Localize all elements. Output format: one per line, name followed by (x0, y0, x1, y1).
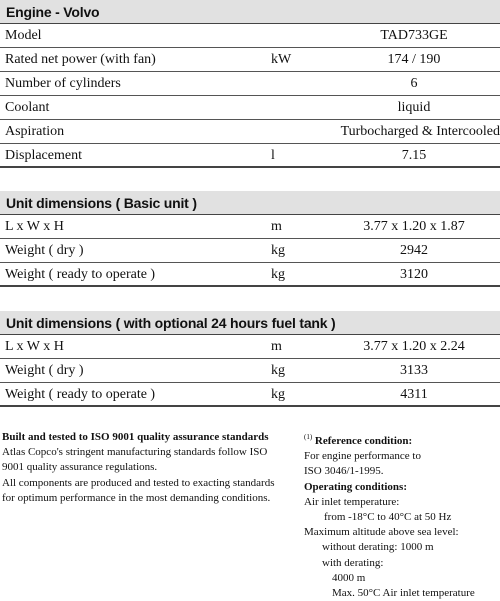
row-value: Turbocharged & Intercooled (340, 124, 500, 139)
with-derating: with derating: (322, 556, 384, 569)
operating-heading: Operating conditions: (304, 480, 407, 493)
table-row (0, 96, 500, 120)
row-unit: kg (271, 243, 285, 258)
optional-tank-section (0, 311, 500, 407)
reference-line: For engine performance to (304, 450, 421, 463)
row-value: 3.77 x 1.20 x 1.87 (363, 219, 465, 234)
table-row (0, 72, 500, 96)
air-inlet-value: from -18°C to 40°C at 50 Hz (324, 511, 452, 524)
table-row (0, 383, 500, 407)
basic-unit-section-title: Unit dimensions ( Basic unit ) (0, 191, 500, 215)
row-label: Rated net power (with fan) (5, 52, 156, 67)
air-inlet-label: Air inlet temperature: (304, 495, 400, 508)
table-row (0, 48, 500, 72)
row-value: 3133 (400, 363, 428, 378)
reference-heading: Reference condition: (314, 435, 413, 447)
footnote-marker: (1) (304, 433, 313, 441)
row-value: 4311 (400, 387, 428, 402)
row-label: L x W x H (5, 339, 64, 354)
table-row (0, 359, 500, 383)
row-label: Number of cylinders (5, 76, 121, 91)
row-value: liquid (397, 100, 431, 115)
table-row (0, 335, 500, 359)
row-value: 7.15 (401, 148, 427, 163)
row-value: 174 / 190 (387, 52, 441, 67)
row-value: 3.77 x 1.20 x 2.24 (363, 339, 465, 354)
quality-heading: Built and tested to ISO 9001 quality assurance standards (2, 431, 269, 443)
row-label: Coolant (5, 100, 50, 115)
engine-section (0, 0, 500, 168)
quality-line: Atlas Copco's stringent manufacturing standards follow ISO (2, 446, 268, 459)
quality-line: 9001 quality assurance regulations. (2, 461, 158, 474)
row-label: Weight ( ready to operate ) (5, 387, 156, 402)
row-label: Weight ( ready to operate ) (5, 267, 156, 282)
quality-standards-note (2, 430, 274, 506)
row-unit: kW (271, 52, 292, 67)
without-derating: without derating: 1000 m (322, 541, 434, 554)
row-label: Model (5, 28, 42, 43)
row-unit: kg (271, 363, 285, 378)
table-row (0, 120, 500, 144)
table-row (0, 215, 500, 239)
quality-line: All components are produced and tested to exacting standards (2, 476, 275, 489)
table-row (0, 144, 500, 168)
row-label: Weight ( dry ) (5, 363, 84, 378)
reference-line: ISO 3046/1-1995. (304, 465, 384, 478)
row-label: Aspiration (5, 124, 65, 139)
basic-unit-table (0, 215, 500, 287)
row-value: TAD733GE (380, 28, 448, 43)
engine-section-title: Engine - Volvo (0, 0, 500, 24)
row-unit: l (271, 148, 275, 163)
reference-heading-line (304, 430, 475, 449)
row-label: L x W x H (5, 219, 64, 234)
conditions-note (304, 430, 475, 601)
derating-altitude: 4000 m (332, 571, 366, 584)
row-value: 6 (410, 76, 418, 91)
row-unit: kg (271, 267, 285, 282)
row-label: Displacement (5, 148, 82, 163)
engine-table (0, 24, 500, 168)
row-value: 2942 (400, 243, 428, 258)
row-unit: m (271, 219, 282, 234)
row-unit: kg (271, 387, 285, 402)
row-value: 3120 (400, 267, 428, 282)
optional-tank-table (0, 335, 500, 407)
altitude-label: Maximum altitude above sea level: (304, 526, 459, 539)
row-label: Weight ( dry ) (5, 243, 84, 258)
row-unit: m (271, 339, 282, 354)
table-row (0, 24, 500, 48)
optional-tank-section-title: Unit dimensions ( with optional 24 hours fuel tank ) (0, 311, 500, 335)
table-row (0, 263, 500, 287)
basic-unit-section (0, 191, 500, 287)
derating-temp: Max. 50°C Air inlet temperature (332, 587, 475, 600)
quality-line: for optimum performance in the most demanding conditions. (2, 491, 271, 504)
table-row (0, 239, 500, 263)
